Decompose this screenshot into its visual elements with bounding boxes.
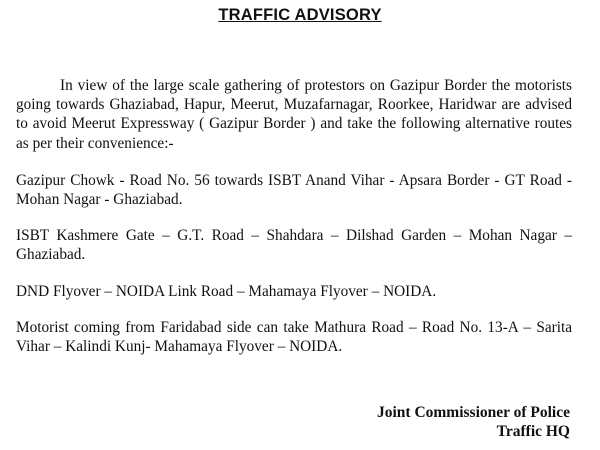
signature-block: [377, 403, 570, 441]
route-1: Gazipur Chowk - Road No. 56 towards ISBT Anand Vihar - Apsara Border - GT Road - Mohan Nagar - Ghaziabad.: [16, 171, 572, 209]
route-4: Motorist coming from Faridabad side can take Mathura Road – Road No. 13-A – Sarita Vihar – Kalindi Kunj- Mahamaya Flyover – NOIDA.: [16, 318, 572, 356]
route-2: ISBT Kashmere Gate – G.T. Road – Shahdara – Dilshad Garden – Mohan Nagar – Ghaziabad.: [16, 227, 572, 264]
signature-title: Joint Commissioner of Police: [376, 404, 570, 421]
route-3: DND Flyover – NOIDA Link Road – Mahamaya Flyover – NOIDA.: [16, 282, 437, 300]
intro-paragraph: In view of the large scale gathering of protestors on Gazipur Border the motorists going towards Ghaziabad, Hapur, Meerut, Muzafarnagar, Roorkee, Haridwar are advised to avoid Meerut Expressway ( Gazipur Border ) and take the following alternative routes as per their convenience:-: [16, 77, 572, 152]
advisory-body: [16, 76, 572, 373]
page-title: TRAFFIC ADVISORY: [218, 6, 382, 24]
signature-office: Traffic HQ: [496, 423, 570, 440]
